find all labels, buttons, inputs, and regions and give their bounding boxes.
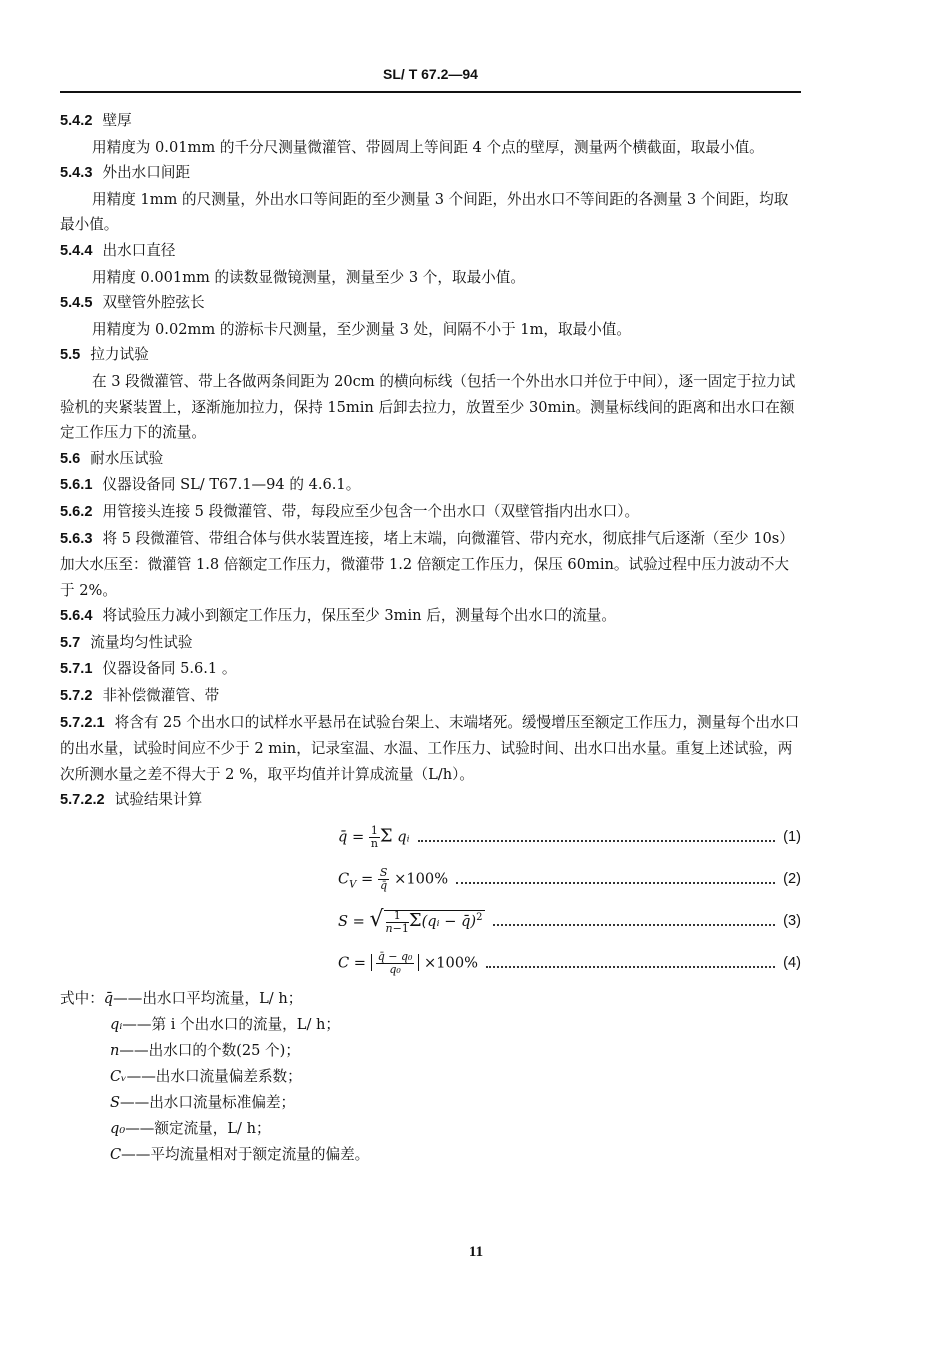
legend-description: ——第 i 个出水口的流量，L/ h； — [122, 1016, 340, 1033]
legend-description: ——出水口流量标准偏差； — [120, 1094, 296, 1111]
section-title: 将 5 段微灌管、带组合体与供水装置连接，堵上末端，向微灌管、带内充水，彻底排气后逐渐（至少 10s）加大水压至：微灌管 1.8 倍额定工作压力，微灌带 1.2 倍额定工作压力，保压 60min。试验过程中压力波动不大于 2%。 — [60, 529, 794, 599]
section-number: 5.5 — [60, 347, 81, 364]
section-number: 5.6.2 — [60, 503, 93, 520]
section-title: 将试验压力减小到额定工作压力，保压至少 3min 后，测量每个出水口的流量。 — [102, 607, 616, 625]
paragraph: 用精度为 0.01mm 的千分尺测量微灌管、带圆周上等间距 4 个点的壁厚，测量两个横截面，取最小值。 — [92, 138, 764, 156]
section-number: 5.7.2.1 — [60, 714, 105, 731]
legend-symbol: S — [110, 1094, 120, 1111]
header-rule — [60, 91, 801, 93]
legend-symbol: qᵢ — [110, 1016, 123, 1033]
section-heading — [60, 630, 801, 657]
section-title: 试验结果计算 — [114, 791, 203, 809]
section-number: 5.6.3 — [60, 530, 93, 547]
section-heading — [60, 160, 801, 187]
section-title: 耐水压试验 — [90, 449, 164, 467]
section-number: 5.4.3 — [60, 165, 93, 182]
section-number: 5.4.5 — [60, 295, 93, 312]
section-number: 5.6.1 — [60, 477, 93, 494]
section-title: 出水口直径 — [102, 241, 176, 259]
legend-description: ——出水口流量偏差系数； — [126, 1068, 302, 1085]
legend-row — [60, 1012, 369, 1038]
dot-leader — [456, 882, 775, 884]
section-heading — [60, 499, 801, 526]
section-number: 5.7.2 — [60, 688, 93, 705]
section-heading — [60, 603, 801, 630]
section-number: 5.7.1 — [60, 661, 93, 678]
section-number: 5.7.2.2 — [60, 792, 105, 809]
section-heading — [60, 342, 801, 369]
formula-number: (4) — [783, 955, 801, 971]
section-title: 非补偿微灌管、带 — [102, 687, 220, 705]
formula-variation-coefficient: $C_V$ = $\frac{S}{q̄}$ ×100% — [338, 865, 449, 892]
dot-leader — [486, 966, 775, 968]
dot-leader — [493, 924, 775, 926]
formula-number: (1) — [783, 829, 801, 845]
legend-row — [60, 986, 369, 1012]
legend-row — [60, 1090, 369, 1116]
section-number: 5.6.4 — [60, 608, 93, 625]
legend-description: ——额定流量，L/ h； — [125, 1120, 271, 1137]
paragraph: 用精度 0.001mm 的读数显微镜测量，测量至少 3 个，取最小值。 — [92, 268, 525, 286]
section-title: 外出水口间距 — [102, 164, 191, 182]
formula-number: (2) — [783, 871, 801, 887]
dot-leader — [418, 840, 776, 842]
section-title: 仪器设备同 5.6.1 。 — [102, 660, 237, 678]
section-heading — [60, 290, 801, 317]
section-number: 5.6 — [60, 450, 81, 467]
formula-mean-flow: q̄ = $\frac{1}{n}$ Σ qᵢ — [338, 823, 410, 850]
section-heading — [60, 683, 801, 710]
formula-number: (3) — [783, 913, 801, 929]
legend-symbol: n — [110, 1042, 120, 1059]
section-title: 流量均匀性试验 — [90, 633, 193, 651]
section-title: 仪器设备同 SL/ T67.1—94 的 4.6.1。 — [102, 476, 361, 494]
legend-symbol: q̄ — [103, 990, 114, 1007]
section-title: 用管接头连接 5 段微灌管、带，每段应至少包含一个出水口（双壁管指内出水口）。 — [102, 502, 640, 520]
section-title: 双壁管外腔弦长 — [102, 294, 205, 312]
legend-symbol: q₀ — [110, 1120, 126, 1137]
legend-symbol: Cᵥ — [110, 1068, 127, 1085]
formula-1 — [338, 816, 801, 858]
legend-description: ——平均流量相对于额定流量的偏差。 — [121, 1146, 370, 1163]
section-heading — [60, 238, 801, 265]
section-heading — [60, 787, 801, 814]
section-heading — [60, 656, 801, 683]
legend-row — [60, 1064, 369, 1090]
document-body — [60, 108, 801, 814]
section-number: 5.4.2 — [60, 113, 93, 129]
section-heading — [60, 526, 801, 604]
paragraph: 用精度为 0.02mm 的游标卡尺测量，至少测量 3 处，间隔不小于 1m，取最小值。 — [92, 320, 631, 338]
paragraph: 在 3 段微灌管、带上各做两条间距为 20cm 的横向标线（包括一个外出水口并位于中间），逐一固定于拉力试验机的夹紧装置上，逐渐施加拉力，保持 15min 后卸去拉力，放置至少 30min。测量标线间的距离和出水口在额定工作压力下的流量。 — [60, 372, 796, 442]
page-number: 11 — [468, 1244, 484, 1260]
formula-standard-deviation: S = √ $\frac{1}{n-1}$ Σ(qᵢ − q̄)$^2$ — [338, 907, 485, 935]
page-header: SL/ T 67.2—94 — [383, 66, 478, 82]
formula-relative-deviation: C = $\frac{\text{q̄ − q₀}}{\text{q₀}}$ ×100% — [338, 949, 478, 976]
legend-row — [60, 1038, 369, 1064]
legend-row — [60, 1116, 369, 1142]
formula-4 — [338, 942, 801, 984]
section-title: 壁厚 — [102, 112, 132, 129]
legend-symbol: C — [110, 1146, 122, 1163]
section-title: 拉力试验 — [90, 346, 149, 364]
section-number: 5.4.4 — [60, 242, 93, 259]
paragraph: 用精度 1mm 的尺测量，外出水口等间距的至少测量 3 个间距，外出水口不等间距的各测量 3 个间距，均取最小值。 — [60, 190, 789, 234]
formula-2 — [338, 858, 801, 900]
section-heading — [60, 710, 801, 788]
formula-3 — [338, 900, 801, 942]
legend-intro: 式中： — [60, 990, 104, 1007]
section-title: 将含有 25 个出水口的试样水平悬吊在试验台架上、末端堵死。缓慢增压至额定工作压力，测量每个出水口的出水量，试验时间应不少于 2 min，记录室温、水温、工作压力、试验时间、出水口出水量。重复上述试验，两次所测水量之差不得大于 2 %，取平均值并计算成流量（L/h）。 — [60, 713, 800, 783]
legend-row — [60, 1142, 369, 1168]
section-heading — [60, 446, 801, 473]
legend-description: ——出水口平均流量，L/ h； — [113, 990, 303, 1007]
legend-description: ——出水口的个数(25 个)； — [119, 1042, 300, 1059]
section-heading — [60, 108, 801, 135]
section-number: 5.7 — [60, 634, 81, 651]
symbol-legend — [60, 986, 369, 1168]
section-heading — [60, 472, 801, 499]
formula-block — [338, 816, 801, 984]
